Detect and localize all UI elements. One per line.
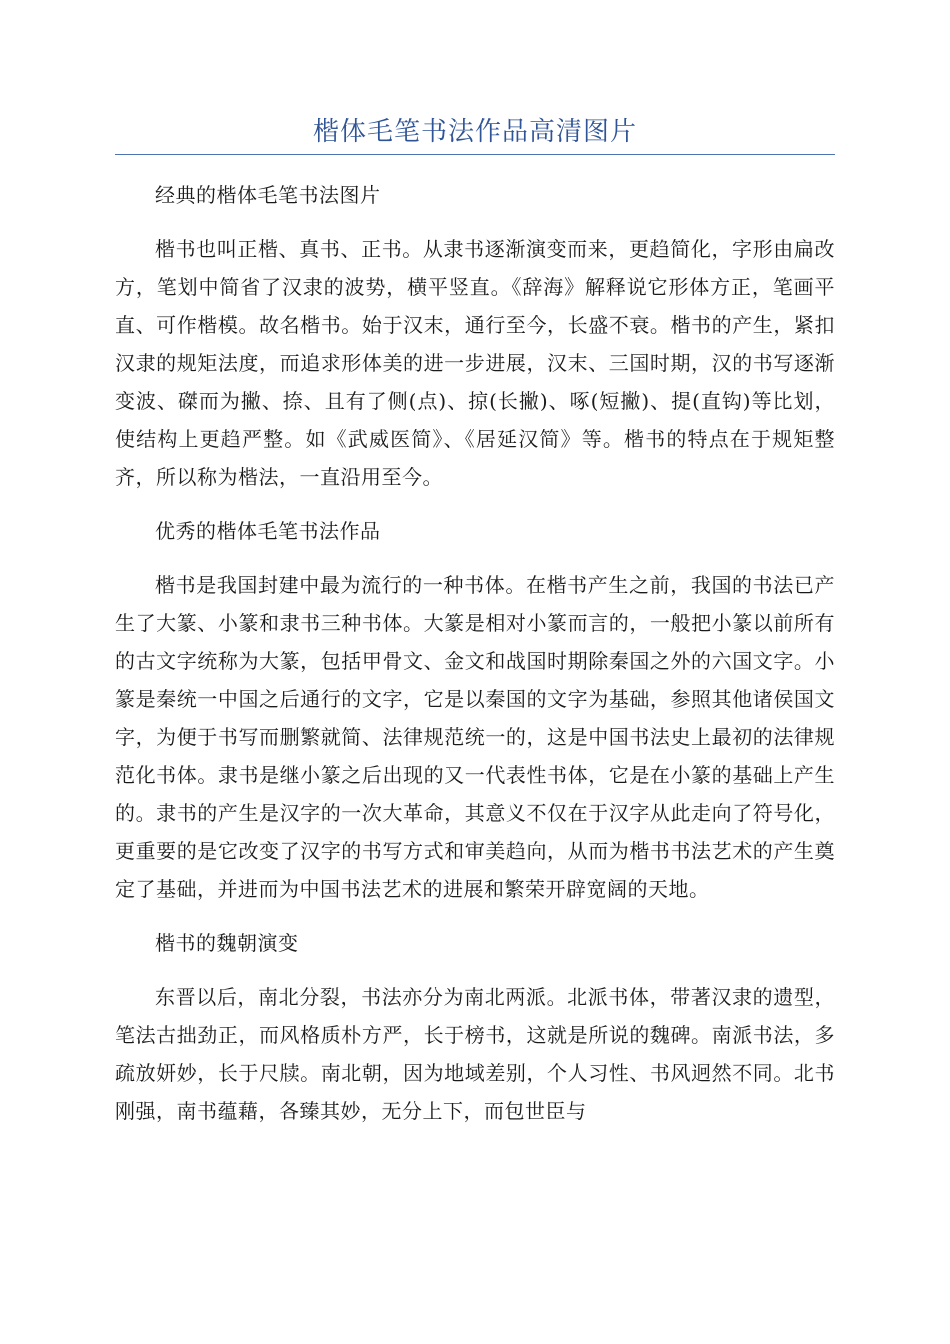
section-paragraph-wei-evolution: 东晋以后，南北分裂，书法亦分为南北两派。北派书体，带著汉隶的遗型，笔法古拙劲正，而风格质朴方严，长于榜书，这就是所说的魏碑。南派书法，多疏放妍妙，长于尺牍。南北朝，因为地域差别，个人习性、书风迥然不同。北书刚强，南书蕴藉，各臻其妙，无分上下，而包世臣与 bbox=[115, 985, 835, 1123]
section-heading-excellent: 优秀的楷体毛笔书法作品 bbox=[155, 519, 381, 543]
section-heading-classic: 经典的楷体毛笔书法图片 bbox=[155, 183, 381, 207]
document-title: 楷体毛笔书法作品高清图片 bbox=[312, 117, 637, 147]
section-paragraph-excellent: 楷书是我国封建中最为流行的一种书体。在楷书产生之前，我国的书法已产生了大篆、小篆和隶书三种书体。大篆是相对小篆而言的，一般把小篆以前所有的古文字统称为大篆，包括甲骨文、金文和战国时期除秦国之外的六国文字。小篆是秦统一中国之后通行的文字，它是以秦国的文字为基础，参照其他诸侯国文字，为便于书写而删繁就简、法律规范统一的，这是中国书法史上最初的法律规范化书体。隶书是继小篆之后出现的又一代表性书体，它是在小篆的基础上产生的。隶书的产生是汉字的一次大革命，其意义不仅在于汉字从此走向了符号化，更重要的是它改变了汉字的书写方式和审美趋向，从而为楷书书法艺术的产生奠定了基础，并进而为中国书法艺术的进展和繁荣开辟宽阔的天地。 bbox=[115, 573, 835, 901]
section-heading-wei-evolution: 楷书的魏朝演变 bbox=[155, 931, 299, 955]
title-underline bbox=[115, 154, 835, 155]
section-paragraph-classic: 楷书也叫正楷、真书、正书。从隶书逐渐演变而来，更趋简化，字形由扁改方，笔划中简省了汉隶的波势，横平竖直。《辞海》解释说它形体方正，笔画平直、可作楷模。故名楷书。始于汉末，通行至今，长盛不衰。楷书的产生，紧扣汉隶的规矩法度，而追求形体美的进一步进展，汉末、三国时期，汉的书写逐渐变波、磔而为撇、捺、且有了侧(点)、掠(长撇)、啄(短撇)、提(直钩)等比划，使结构上更趋严整。如《武威医简》、《居延汉简》等。楷书的特点在于规矩整齐，所以称为楷法，一直沿用至今。 bbox=[115, 237, 835, 489]
document-body bbox=[115, 176, 835, 1146]
